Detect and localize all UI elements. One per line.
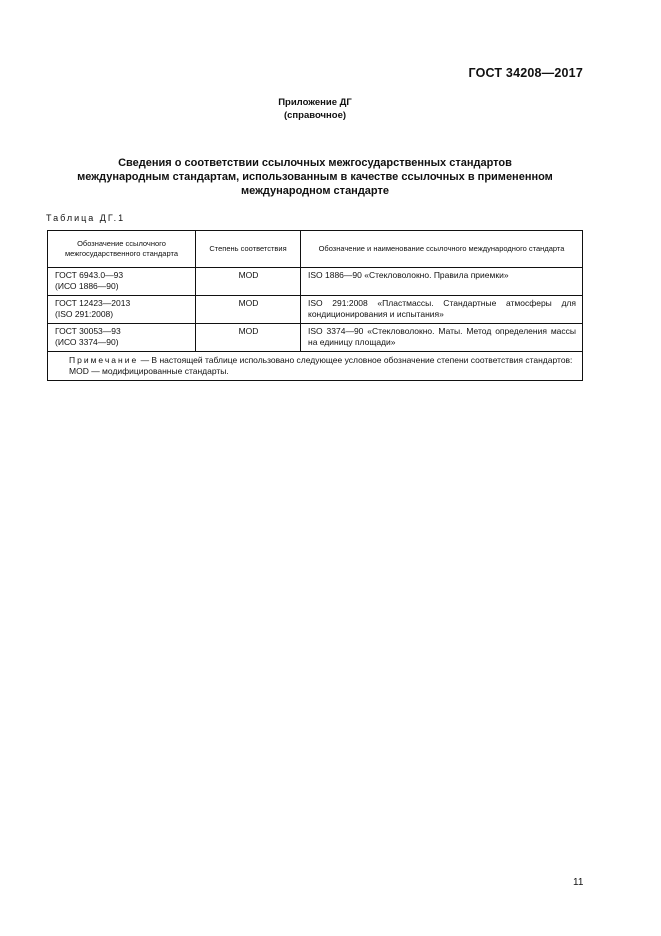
table-note <box>48 352 583 381</box>
cell-degree: MOD <box>196 296 301 324</box>
header-interstate-standard: Обозначение ссылочного межгосударственного стандарта <box>48 231 196 268</box>
annex-heading <box>0 96 630 122</box>
cell-interstate-standard <box>48 324 196 352</box>
cell-international-standard: ISO 1886—90 «Стекловолокно. Правила приемки» <box>301 268 583 296</box>
cell-degree: MOD <box>196 324 301 352</box>
table-label: Таблица ДГ.1 <box>46 213 126 223</box>
standard-equivalent-line: (ISO 291:2008) <box>55 309 114 319</box>
note-label: Примечание <box>69 355 139 365</box>
title-line-3: международном стандарте <box>240 185 390 197</box>
title-line-2: международным стандартам, использованным в качестве ссылочных в примененном <box>77 171 553 183</box>
cell-interstate-standard <box>48 296 196 324</box>
document-title <box>40 156 590 198</box>
table-row <box>48 296 583 324</box>
table-header-row <box>48 231 583 268</box>
title-line-1: Сведения о соответствии ссылочных межгосударственных стандартов <box>118 157 512 169</box>
annex-subtitle: (справочное) <box>283 110 347 121</box>
correspondence-table <box>47 230 583 381</box>
standard-equivalent-line: (ИСО 3374—90) <box>55 337 119 347</box>
note-body: — В настоящей таблице использовано следующее условное обозначение степени соответствия стандартов: <box>138 355 573 365</box>
standard-code: ГОСТ 34208—2017 <box>468 66 583 80</box>
cell-interstate-standard <box>48 268 196 296</box>
note-text <box>56 355 574 366</box>
standard-equivalent-line: (ИСО 1886—90) <box>55 281 119 291</box>
standard-code-line: ГОСТ 6943.0—93 <box>55 270 124 280</box>
header-international-standard: Обозначение и наименование ссылочного международного стандарта <box>301 231 583 268</box>
standard-code-line: ГОСТ 30053—93 <box>55 326 121 336</box>
note-definition: MOD — модифицированные стандарты. <box>69 366 229 376</box>
table-row <box>48 324 583 352</box>
table-row <box>48 268 583 296</box>
page-number: 11 <box>573 877 584 888</box>
annex-title: Приложение ДГ <box>278 97 352 108</box>
header-degree: Степень соответствия <box>196 231 301 268</box>
standard-code-line: ГОСТ 12423—2013 <box>55 298 131 308</box>
cell-international-standard: ISO 291:2008 «Пластмассы. Стандартные атмосферы для кондиционирования и испытания» <box>301 296 583 324</box>
cell-degree: MOD <box>196 268 301 296</box>
table-note-row <box>48 352 583 381</box>
cell-international-standard: ISO 3374—90 «Стекловолокно. Маты. Метод определения массы на единицу площади» <box>301 324 583 352</box>
